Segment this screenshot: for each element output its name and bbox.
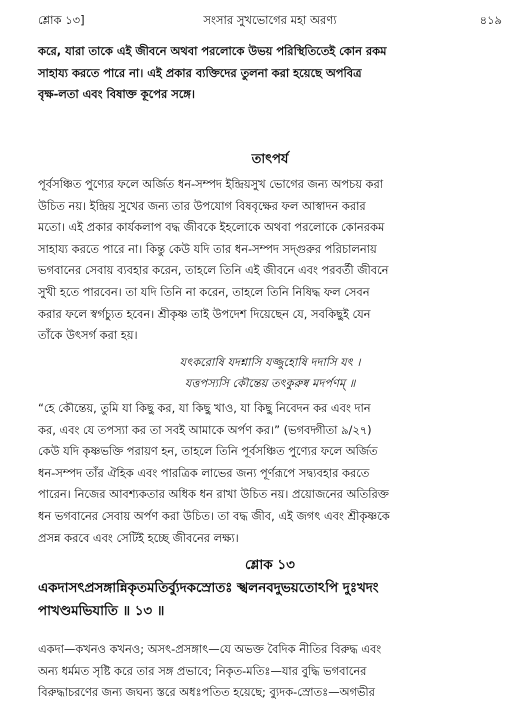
synonyms-paragraph xyxy=(38,639,502,704)
text-line: কর, এবং যে তপস্যা কর তা সবই আমাকে অর্পণ কর।” (ভগবদ্গীতা ৯/২৭) xyxy=(38,422,372,437)
purport-paragraph-2 xyxy=(38,398,502,549)
text-line: মতো। এই প্রকার কার্যকলাপ বদ্ধ জীবকে ইহলোকে অথবা পরলোকে কোনরকম xyxy=(38,220,385,235)
text-line: করার ফলে স্বর্গচ্যুত হবেন। শ্রীকৃষ্ণ তাই উপদেশ দিয়েছেন যে, সবকিছুই যেন xyxy=(38,306,371,321)
purport-heading: তাৎপর্য xyxy=(251,152,289,167)
text-line: উচিত নয়। ইন্দ্রিয় সুখের জন্য তার উপযোগ বিষবৃক্ষের ফল আস্বাদন করার xyxy=(38,198,366,213)
running-header xyxy=(38,10,502,30)
verse-line: যত্তপস্যসি কৌন্তেয় তৎকুরুষ্ব মদর্পণম্ ॥ xyxy=(184,376,356,390)
page-number: ৪১৯ xyxy=(479,13,502,27)
header-verse-ref: শ্লোক ১৩] xyxy=(38,13,85,27)
text-line: পূর্বসঞ্চিত পুণ্যের ফলে অর্জিত ধন-সম্পদ ইন্দ্রিয়সুখ ভোগের জন্য অপচয় করা xyxy=(38,177,384,191)
sloka-text xyxy=(38,577,502,623)
purport-paragraph-1 xyxy=(38,174,502,347)
text-line: অন্য ধর্মমত সৃষ্টি করে তার সঙ্গ প্রভাবে; নিকৃত-মতিঃ—যার বুদ্ধি ভগবানের xyxy=(38,663,367,678)
text-line: কেউ যদি কৃষ্ণভক্তি পরায়ণ হন, তাহলে তিনি পূর্বসঞ্চিত পুণ্যের ফলে অর্জিত xyxy=(38,444,378,459)
text-line: “হে কৌন্তেয়, তুমি যা কিছু কর, যা কিছু খাও, যা কিছু নিবেদন কর এবং দান xyxy=(38,401,371,415)
sloka-line: একদাসৎপ্রসঙ্গান্নিকৃতমতির্ব্যুদকস্রোতঃ স্খলনবদুভয়তোঽপি দুঃখদং xyxy=(38,581,379,596)
text-line: সুখী হতে পারবেন। তা যদি তিনি না করেন, তাহলে তিনি নিষিদ্ধ ফল সেবন xyxy=(38,284,370,299)
quoted-verse xyxy=(38,352,502,394)
text-line: বিরুদ্ধাচরণের জন্য জঘন্য স্তরে অধঃপতিত হয়েছে; ব্যুদক-স্রোতঃ—অগভীর xyxy=(38,685,375,700)
text-line: ধন-সম্পদ তাঁর ঐহিক এবং পারত্রিক লাভের জন্য পূর্ণরূপে সদ্ব্যবহার করতে xyxy=(38,465,370,480)
text-line: ভগবানের সেবায় ব্যবহার করেন, তাহলে তিনি এই জীবনে এবং পরবর্তী জীবনে xyxy=(38,263,389,278)
text-line: সাহায্য করতে পারে না। কিন্তু কেউ যদি তার ধন-সম্পদ সদ্গুরুর পরিচালনায় xyxy=(38,241,377,256)
text-line: সাহায্য করতে পারে না। এই প্রকার ব্যক্তিদের তুলনা করা হয়েছে অপবিত্র xyxy=(38,65,362,80)
text-line: বৃক্ষ-লতা এবং বিষাক্ত কূপের সঙ্গে। xyxy=(38,87,195,102)
header-chapter-title: সংসার সুখভোগের মহা অরণ্য xyxy=(203,13,337,27)
text-line: তাঁকে উৎসর্গ করা হয়। xyxy=(38,328,138,343)
translation-paragraph xyxy=(38,41,502,106)
text-line: ধন ভগবানের সেবায় অর্পণ করা উচিত। তা বদ্ধ জীব, এই জগৎ এবং শ্রীকৃষ্ণকে xyxy=(38,508,390,523)
sloka-heading: শ্লোক ১৩ xyxy=(245,557,295,573)
text-line: একদা—কখনও কখনও; অসৎ-প্রসঙ্গাৎ—যে অভক্ত বৈদিক নীতির বিরুদ্ধ এবং xyxy=(38,642,382,656)
text-line: পারেন। নিজের আবশ্যকতার অধিক ধন রাখা উচিত নয়। প্রয়োজনের অতিরিক্ত xyxy=(38,487,389,502)
text-line: প্রসন্ন করবে এবং সেটিই হচ্ছে জীবনের লক্ষ্য। xyxy=(38,530,239,545)
sloka-line: পাখণ্ডমভিযাতি ॥ ১৩ ॥ xyxy=(38,604,165,619)
text-line: করে, যারা তাকে এই জীবনে অথবা পরলোকে উভয় পরিস্থিতিতেই কোন রকম xyxy=(38,44,387,58)
verse-line: যৎকরোষি যদশ্নাসি যজ্জুহোষি দদাসি যৎ । xyxy=(179,355,361,369)
